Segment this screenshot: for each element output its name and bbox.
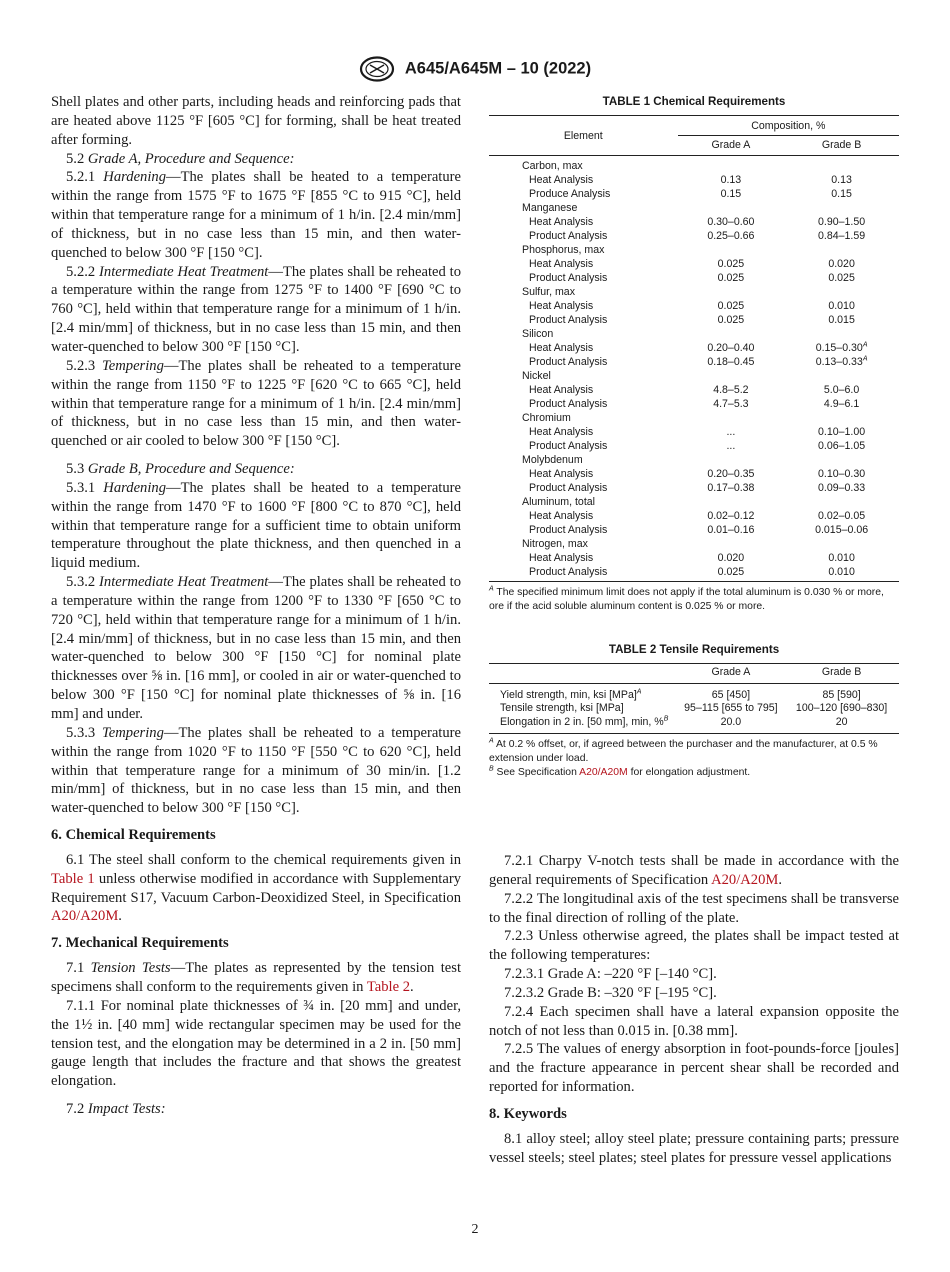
paragraph xyxy=(51,150,461,169)
element-group: Aluminum, total xyxy=(522,496,596,508)
paragraph: 7.2.3 Unless otherwise agreed, the plates shall be impact tested at the following temperatures: xyxy=(489,928,899,964)
grade-a-value: 4.7–5.3 xyxy=(713,398,749,410)
grade-a-value: 0.25–0.66 xyxy=(707,230,755,242)
analysis-type: Heat Analysis xyxy=(529,174,594,186)
clause-number: 5.3.3 xyxy=(66,724,102,741)
table-2-grade-a-header: Grade A xyxy=(711,666,751,678)
grade-a-value: 0.02–0.12 xyxy=(707,510,755,522)
table-row xyxy=(489,215,899,229)
grade-b-value: $0.15-0.30^A$ xyxy=(815,341,868,354)
table-2-footnote-a: $^A$ At 0.2 % offset, or, if agreed between the purchaser and the manufacturer, at 0.5 % extension under load. xyxy=(489,737,878,764)
analysis-type: Heat Analysis xyxy=(529,342,594,354)
clause-title: Intermediate Heat Treatment xyxy=(99,574,269,591)
clause-title: Tension Tests xyxy=(90,960,171,977)
table-row xyxy=(489,327,899,341)
grade-a-value: 0.025 xyxy=(717,566,745,578)
paragraph xyxy=(51,460,461,479)
clause-number: 7.2.1 xyxy=(504,853,539,869)
table-row xyxy=(489,495,899,509)
analysis-type: Heat Analysis xyxy=(529,384,594,396)
clause-number: 7.2.4 xyxy=(504,1003,540,1020)
clause-number: 7.2.5 xyxy=(504,1041,537,1058)
clause-number: 7.2 xyxy=(66,1101,88,1118)
table-row xyxy=(489,411,899,425)
analysis-type: Product Analysis xyxy=(529,230,608,242)
astm-logo-icon xyxy=(359,56,395,82)
paragraph: 7.2.3.2 Grade B: –320 °F [–195 °C]. xyxy=(504,984,717,1001)
document-designation: A645/A645M – 10 (2022) xyxy=(404,59,592,78)
reference-link[interactable]: A20/A20M xyxy=(711,871,779,888)
grade-a-value: 0.025 xyxy=(717,258,745,270)
table-row xyxy=(489,383,899,397)
paragraph: 7.2.4 Each specimen shall have a lateral expansion opposite the notch of not less than 0.015 in. [0.38 mm]. xyxy=(489,1003,899,1039)
table-row xyxy=(489,551,899,565)
analysis-type: Heat Analysis xyxy=(529,426,594,438)
clause-title: Tempering xyxy=(101,357,164,374)
table-row xyxy=(489,397,899,411)
page-header xyxy=(0,56,950,82)
grade-a-value: 4.8–5.2 xyxy=(713,384,749,396)
left-column xyxy=(51,93,461,1119)
clause-number: 5.2.2 xyxy=(66,263,100,280)
table-1-footnote: $^A$ The specified minimum limit does not apply if the total aluminum is 0.030 % or more, ore if the acid soluble aluminum content is 0.025 % or more. xyxy=(489,585,884,612)
clause-title: Hardening xyxy=(103,169,166,186)
analysis-type: Product Analysis xyxy=(529,566,608,578)
analysis-type: Heat Analysis xyxy=(529,216,594,228)
table-row xyxy=(489,257,899,271)
table-row xyxy=(489,341,899,355)
clause-title: Grade A, Procedure and Sequence: xyxy=(87,150,295,167)
analysis-type: Product Analysis xyxy=(529,356,608,368)
element-group: Nitrogen, max xyxy=(522,538,588,550)
clause-title: Impact Tests: xyxy=(87,1101,166,1118)
table-row xyxy=(489,481,899,495)
grade-b-value: 0.10–0.30 xyxy=(818,468,866,480)
grade-b-value: 0.015–0.06 xyxy=(815,524,869,536)
grade-b-value: 0.13 xyxy=(831,174,852,186)
analysis-type: Product Analysis xyxy=(529,440,608,452)
grade-b-value: 0.15 xyxy=(831,188,852,200)
grade-b-value: 0.015 xyxy=(828,314,855,326)
grade-a-value: 0.025 xyxy=(717,314,745,326)
requirement-label: Tensile strength, ksi [MPa] xyxy=(500,702,624,714)
clause-number: 7.1.1 xyxy=(66,997,101,1014)
table-row xyxy=(489,156,899,174)
clause-number: 7.2.3.1 xyxy=(504,966,548,983)
reference-link[interactable]: Table 1 xyxy=(51,870,95,887)
table-row xyxy=(489,537,899,551)
table-2-caption: TABLE 2 Tensile Requirements xyxy=(608,643,780,656)
grade-b-value: 4.9–6.1 xyxy=(823,398,860,410)
clause-number: 5.3.1 xyxy=(66,479,104,496)
grade-b-value: 100–120 [690–830] xyxy=(795,702,888,714)
table-row xyxy=(489,509,899,523)
paragraph: 5.3.2 Intermediate Heat Treatment—The plates shall be reheated to a temperature within the range from 1200 °F to 1330 °F [650 °C to 720 °C], held within that temperature range for a minimum of 1 h/in. [2.4 min/mm] of thickness, but in no case less than 15 min, and then water-quenched to below 300 °F [150 °C] for nominal plate thicknesses over ⅝ in. [16 mm], or cooled in air or water-quenched to below 300 °F [150 °C] for nominal plate thicknesses of ⅝ in. [16 mm] and under. xyxy=(51,574,461,722)
clause-number: 6.1 xyxy=(66,851,89,868)
paragraph: 5.2.2 Intermediate Heat Treatment—The plates shall be reheated to a temperature within the range from 1275 °F to 1400 °F [690 °C to 760 °C], held within that temperature range for a minimum of 1 h/in. [2.4 min/mm] of thickness, but in no case less than 15 min, and then water-quenched to below 300 °F [150 °C]. xyxy=(51,263,461,355)
table-row xyxy=(489,523,899,537)
right-column xyxy=(489,852,899,1168)
grade-a-value: ... xyxy=(726,440,736,452)
paragraph: 7.2.5 The values of energy absorption in foot-pounds-force [joules] and the fracture appearance in percent shear shall be recorded and reported for information. xyxy=(489,1041,899,1096)
grade-a-value: 0.025 xyxy=(717,272,745,284)
grade-b-value: 0.02–0.05 xyxy=(818,510,866,522)
table-row xyxy=(489,369,899,383)
table-1-grade-a-header: Grade A xyxy=(711,139,751,151)
table-2-footnote-b: $^B$ See Specification A20/A20M for elongation adjustment. xyxy=(489,765,751,778)
section-heading: 7. Mechanical Requirements xyxy=(51,935,229,952)
grade-b-value: 0.10–1.00 xyxy=(818,426,866,438)
clause-title: Grade B, Procedure and Sequence: xyxy=(87,461,295,478)
element-group: Phosphorus, max xyxy=(522,244,605,256)
analysis-type: Product Analysis xyxy=(529,482,608,494)
paragraph: 7.2.2 The longitudinal axis of the test specimens shall be transverse to the final direction of rolling of the plate. xyxy=(489,890,900,926)
clause-number: 7.1 xyxy=(66,960,91,977)
element-group: Carbon, max xyxy=(522,160,583,172)
grade-b-value: 0.010 xyxy=(828,552,855,564)
table-1-composition-header: Composition, % xyxy=(678,116,899,136)
table-row xyxy=(489,355,899,369)
clause-number: 7.2.3.2 xyxy=(504,984,548,1001)
reference-link[interactable]: A20/A20M xyxy=(51,908,119,925)
grade-a-value: 0.15 xyxy=(720,188,742,200)
clause-number: 8.1 xyxy=(504,1130,527,1147)
paragraph: Shell plates and other parts, including heads and reinforcing pads that are heated above 1125 °F [605 °C] for forming, shall be heat treated after forming. xyxy=(51,94,461,148)
table-row xyxy=(489,285,899,299)
reference-link[interactable]: Table 2 xyxy=(366,978,411,995)
table-row xyxy=(489,313,899,327)
table-row xyxy=(489,187,899,201)
grade-a-value: 65 [450] xyxy=(711,688,751,701)
paragraph xyxy=(51,1100,461,1119)
table-row xyxy=(489,467,899,481)
grade-b-value: 0.025 xyxy=(828,272,855,284)
analysis-type: Heat Analysis xyxy=(529,552,594,564)
element-group: Nickel xyxy=(522,370,551,382)
table-row xyxy=(489,173,899,187)
element-group: Sulfur, max xyxy=(522,286,575,298)
grade-a-value: 0.025 xyxy=(717,300,745,312)
grade-b-value: 5.0–6.0 xyxy=(823,384,860,396)
section-heading: 8. Keywords xyxy=(489,1105,567,1122)
clause-title: Hardening xyxy=(103,479,166,496)
clause-number: 5.3 xyxy=(66,461,88,478)
paragraph: 5.3.1 Hardening—The plates shall be heated to a temperature within the range from 1470 °F to 1600 °F [800 °C to 870 °C], held within that temperature range for a sufficient time to obtain uniform temperature throughout the plate thickness, and then quenched in a liquid medium. xyxy=(51,479,461,572)
page-number: 2 xyxy=(471,1222,479,1237)
table-row xyxy=(489,243,899,257)
table-row xyxy=(489,453,899,467)
requirement-label: Elongation in 2 in. [50 mm], min, %$^B$ xyxy=(500,714,669,728)
grade-b-value: 0.84–1.59 xyxy=(818,230,866,242)
table-row xyxy=(489,565,899,582)
table-2-grade-b-header: Grade B xyxy=(821,666,862,678)
grade-b-value: 0.06–1.05 xyxy=(818,440,866,452)
clause-number: 5.2.3 xyxy=(66,357,102,374)
clause-title: Intermediate Heat Treatment xyxy=(99,263,269,280)
grade-b-value: 0.09–0.33 xyxy=(818,482,866,494)
table-1-element-header: Element xyxy=(563,129,603,142)
element-group: Molybdenum xyxy=(522,454,583,466)
section-heading: 6. Chemical Requirements xyxy=(51,827,216,844)
grade-b-value: 0.90–1.50 xyxy=(818,216,866,228)
grade-a-value: 0.20–0.35 xyxy=(707,468,755,480)
table-2 xyxy=(489,643,899,780)
table-row xyxy=(489,716,899,734)
paragraph: 7.2.3.1 Grade A: –220 °F [–140 °C]. xyxy=(504,966,717,983)
paragraph: 5.2.1 Hardening—The plates shall be heated to a temperature within the range from 1575 °F to 1675 °F [855 °C to 915 °C], held within that temperature range for a minimum of 1 h/in. [2.4 min/mm] of thickness, but in no case less than 15 min, and then water-quenched to below 300 °F [150 °C]. xyxy=(51,169,461,261)
table-row xyxy=(489,201,899,215)
grade-b-value: 85 [590] xyxy=(822,688,861,701)
grade-a-value: 20.0 xyxy=(720,715,742,728)
analysis-type: Heat Analysis xyxy=(529,468,594,480)
paragraph: 5.3.3 Tempering—The plates shall be reheated to a temperature within the range from 1020 °F to 1150 °F [550 °C to 620 °C], held within that temperature range for a minimum of 30 min/in. [1.2 min/mm] of thickness, but in no case less than 15 min, and then water-quenched to below 300 °F [150 °C]. xyxy=(51,724,461,817)
grade-a-value: 0.20–0.40 xyxy=(707,342,755,354)
element-group: Chromium xyxy=(522,412,571,424)
analysis-type: Product Analysis xyxy=(529,314,608,326)
clause-number: 5.2 xyxy=(66,150,88,167)
analysis-type: Heat Analysis xyxy=(529,300,594,312)
paragraph: 7.2.1 Charpy V-notch tests shall be made in accordance with the general requirements of Specification A20/A20M. xyxy=(489,853,899,888)
table-row xyxy=(489,683,899,702)
element-group: Manganese xyxy=(522,202,578,214)
table-1-caption: TABLE 1 Chemical Requirements xyxy=(602,95,786,108)
grade-b-value: 20 xyxy=(835,715,848,728)
grade-a-value: 0.13 xyxy=(720,174,742,186)
element-group: Silicon xyxy=(522,328,554,340)
clause-number: 5.2.1 xyxy=(66,169,104,186)
table-row xyxy=(489,439,899,453)
paragraph: 6.1 The steel shall conform to the chemical requirements given in Table 1 unless otherwise modified in accordance with Supplementary Requirement S17, Vacuum Carbon-Deoxidized Steel, in Specification A20/A20M. xyxy=(51,851,461,925)
paragraph: 7.1.1 For nominal plate thicknesses of ¾ in. [20 mm] and under, the 1½ in. [40 mm] wide rectangular specimen may be used for the tension test, and the elongation may be determined in a 2 in. [50 mm] gauge length that includes the fracture and that shows the greatest elongation. xyxy=(51,997,461,1090)
grade-a-value: 0.30–0.60 xyxy=(707,216,755,228)
analysis-type: Heat Analysis xyxy=(529,510,594,522)
grade-b-value: 0.020 xyxy=(828,258,855,270)
paragraph: 7.1 Tension Tests—The plates as represented by the tension test specimens shall conform to the requirements given in Table 2. xyxy=(51,960,462,995)
clause-number: 7.2.2 xyxy=(504,890,537,907)
grade-a-value: 0.18–0.45 xyxy=(707,356,755,368)
analysis-type: Product Analysis xyxy=(529,524,608,536)
clause-number: 7.2.3 xyxy=(504,928,539,945)
table-row xyxy=(489,229,899,243)
paragraph: 5.2.3 Tempering—The plates shall be reheated to a temperature within the range from 1150 °F to 1225 °F [620 °C to 665 °C], held within that temperature range for a minimum of 1 h/in. [2.4 min/mm] of thickness, but in no case less than 15 min, and then water-quenched or air cooled to below 300 °F [150 °C]. xyxy=(51,357,461,450)
grade-b-value: 0.010 xyxy=(828,566,855,578)
table-row xyxy=(489,702,899,716)
table-1 xyxy=(489,95,899,614)
grade-a-value: 95–115 [655 to 795] xyxy=(684,702,778,714)
grade-b-value: $0.13-0.33^A$ xyxy=(815,355,868,368)
a20-link[interactable]: A20/A20M xyxy=(579,767,628,778)
analysis-type: Produce Analysis xyxy=(529,188,611,200)
table-row xyxy=(489,425,899,439)
grade-a-value: 0.020 xyxy=(717,552,745,564)
analysis-type: Heat Analysis xyxy=(529,258,594,270)
table-row xyxy=(489,271,899,285)
clause-title: Tempering xyxy=(101,724,164,741)
analysis-type: Product Analysis xyxy=(529,272,608,284)
grade-b-value: 0.010 xyxy=(828,300,855,312)
grade-a-value: ... xyxy=(726,426,736,438)
paragraph: 8.1 alloy steel; alloy steel plate; pressure containing parts; pressure vessel steels; steel plates; steel plates for pressure vessel applications xyxy=(489,1130,899,1166)
grade-a-value: 0.17–0.38 xyxy=(707,482,755,494)
requirement-label: Yield strength, min, ksi [MPa]$^A$ xyxy=(500,687,642,701)
grade-a-value: 0.01–0.16 xyxy=(707,524,755,536)
analysis-type: Product Analysis xyxy=(529,398,608,410)
table-1-grade-b-header: Grade B xyxy=(821,139,862,151)
clause-number: 5.3.2 xyxy=(66,574,100,591)
table-row xyxy=(489,299,899,313)
